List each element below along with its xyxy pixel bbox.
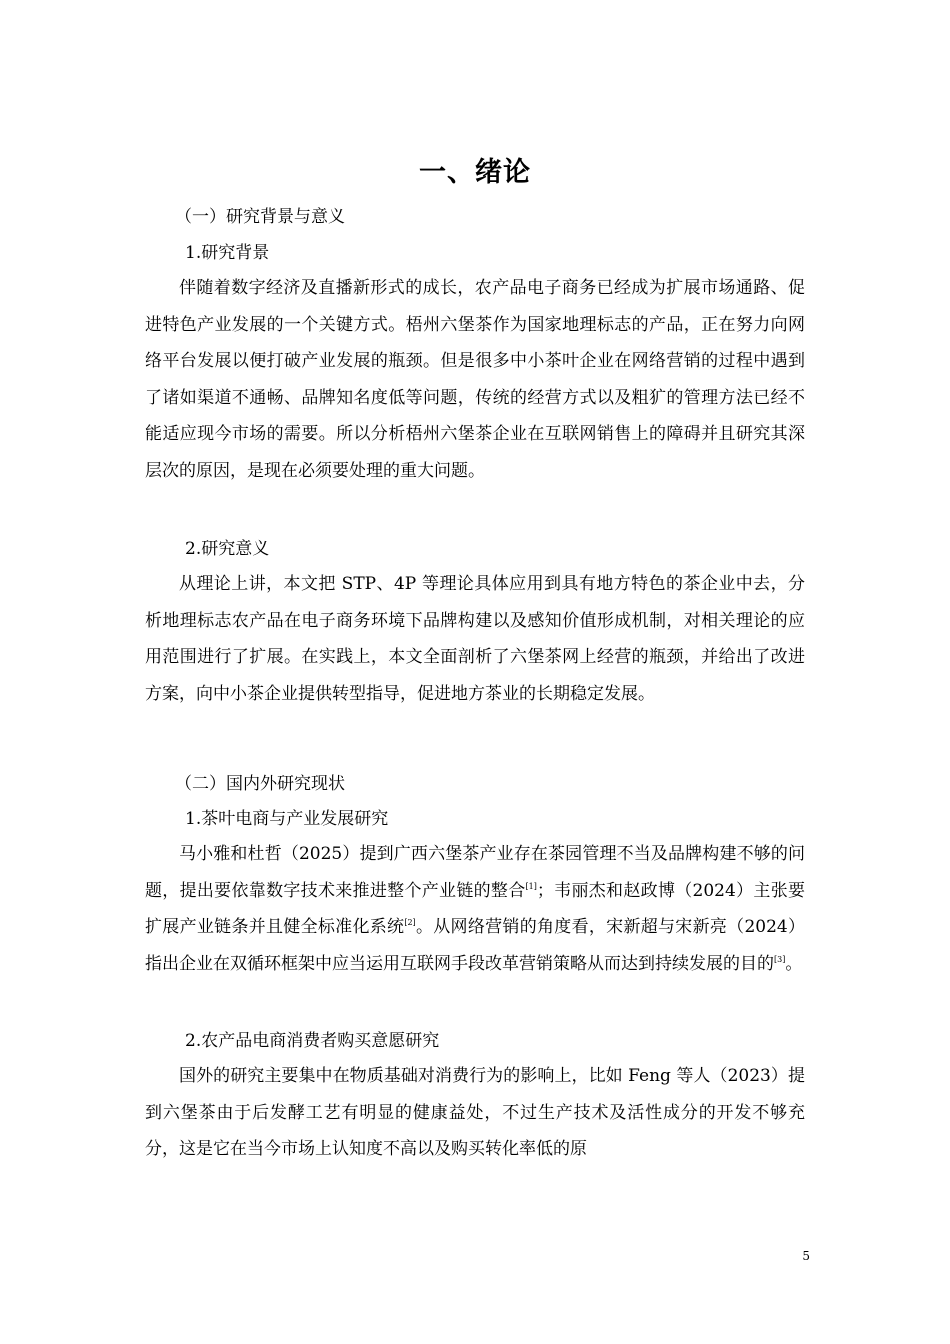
subsection-heading-purchase-intention: 2.农产品电商消费者购买意愿研究 [185, 1031, 440, 1051]
text-segment: 。从网络营销的角度看，宋新超与宋新亮（2024）指出企业在双循环框架中应当运用互联网手段改革营销策略从而达到持续发展的目的 [145, 917, 806, 974]
citation-3: [3] [774, 954, 786, 964]
citation-2: [2] [404, 918, 416, 927]
subsection-heading-research-significance: 2.研究意义 [185, 539, 270, 559]
text-segment: 马小雅和杜哲（2025）提到广西六堡茶产业存在茶园管理不当及品牌构建不够的问题，提出要依靠数字技术来推进整个产业链的整合 [145, 844, 805, 901]
text-segment: ；韦丽杰和赵政博（2024）主张要扩展产业链条并且健全标准化系统 [145, 880, 805, 937]
page-number: 5 [802, 1249, 810, 1263]
paragraph-research-significance: 从理论上讲，本文把 STP、4P 等理论具体应用到具有地方特色的茶企业中去，分析地理标志农产品在电子商务环境下品牌构建以及感知价值形成机制，对相关理论的应用范围进行了扩展。在实践上，本文全面剖析了六堡茶网上经营的瓶颈，并给出了改进方案，向中小茶企业提供转型指导，促进地方茶业的长期稳定发展。 [145, 574, 805, 704]
text-segment: 。 [785, 953, 803, 974]
subsection-heading-tea-ecommerce: 1.茶叶电商与产业发展研究 [185, 809, 389, 829]
subsection-heading-research-background: 1.研究背景 [185, 243, 270, 263]
paragraph-tea-ecommerce [145, 836, 805, 982]
section-heading-background: （一）研究背景与意义 [175, 207, 345, 227]
citation-1: [1] [525, 881, 537, 891]
paragraph-purchase-intention: 国外的研究主要集中在物质基础对消费行为的影响上，比如 Feng 等人（2023）提到六堡茶由于后发酵工艺有明显的健康益处，不过生产技术及活性成分的开发不够充分，这是它在当今市场上认知度不高以及购买转化率低的原 [145, 1066, 805, 1159]
section-heading-research-status: （二）国内外研究现状 [175, 774, 345, 794]
paragraph-research-background: 伴随着数字经济及直播新形式的成长，农产品电子商务已经成为扩展市场通路、促进特色产业发展的一个关键方式。梧州六堡茶作为国家地理标志的产品，正在努力向网络平台发展以便打破产业发展的瓶颈。但是很多中小茶叶企业在网络营销的过程中遇到了诸如渠道不通畅、品牌知名度低等问题，传统的经营方式以及粗犷的管理方法已经不能适应现今市场的需要。所以分析梧州六堡茶企业在互联网销售上的障碍并且研究其深层次的原因，是现在必须要处理的重大问题。 [145, 278, 805, 481]
chapter-title: 一、绪论 [419, 157, 531, 188]
